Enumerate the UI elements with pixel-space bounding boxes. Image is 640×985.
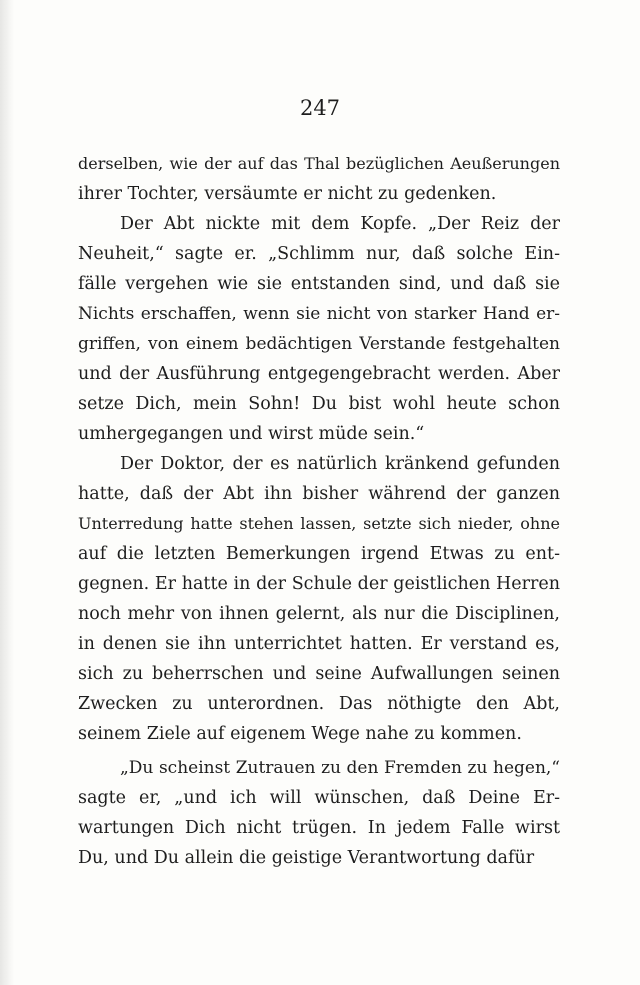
text-line: „Du scheinst Zutrauen zu den Fremden zu hegen,“: [120, 758, 560, 778]
text-line: Der Doktor, der es natürlich kränkend gefunden: [120, 454, 560, 474]
text-line: und der Ausführung entgegengebracht werden. Aber: [78, 364, 560, 384]
text-line: Nichts erschaffen, wenn sie nicht von starker Hand er-: [78, 304, 560, 324]
text-line: sagte er, „und ich will wünschen, daß Deine Er-: [78, 788, 560, 808]
text-line: Der Abt nickte mit dem Kopfe. „Der Reiz der: [120, 214, 560, 234]
text-line: setze Dich, mein Sohn! Du bist wohl heute schon: [78, 394, 560, 414]
text-line: Du, und Du allein die geistige Verantwortung dafür: [78, 848, 535, 868]
text-line: seinem Ziele auf eigenem Wege nahe zu kommen.: [78, 724, 522, 744]
text-line: Unterredung hatte stehen lassen, setzte sich nieder, ohne: [78, 514, 560, 533]
text-line: auf die letzten Bemerkungen irgend Etwas zu ent-: [78, 544, 560, 564]
text-line: in denen sie ihn unterrichtet hatten. Er verstand es,: [78, 634, 560, 654]
text-line: umhergegangen und wirst müde sein.“: [78, 424, 425, 444]
scan-edge-shadow: [0, 0, 14, 985]
text-line: gegnen. Er hatte in der Schule der geistlichen Herren: [78, 574, 560, 594]
text-line: sich zu beherrschen und seine Aufwallungen seinen: [78, 664, 560, 684]
text-line: derselben, wie der auf das Thal bezüglichen Aeußerungen: [78, 154, 560, 173]
text-line: wartungen Dich nicht trügen. In jedem Falle wirst: [78, 818, 560, 838]
text-line: noch mehr von ihnen gelernt, als nur die Disciplinen,: [78, 604, 560, 624]
page-number: 247: [299, 96, 341, 120]
text-line: griffen, von einem bedächtigen Verstande festgehalten: [78, 334, 560, 354]
text-line: ihrer Tochter, versäumte er nicht zu gedenken.: [78, 184, 497, 204]
text-line: fälle vergehen wie sie entstanden sind, und daß sie: [78, 274, 560, 294]
text-line: hatte, daß der Abt ihn bisher während der ganzen: [78, 484, 560, 504]
text-line: Zwecken zu unterordnen. Das nöthigte den Abt,: [78, 694, 560, 714]
text-line: Neuheit,“ sagte er. „Schlimm nur, daß solche Ein-: [78, 244, 560, 264]
